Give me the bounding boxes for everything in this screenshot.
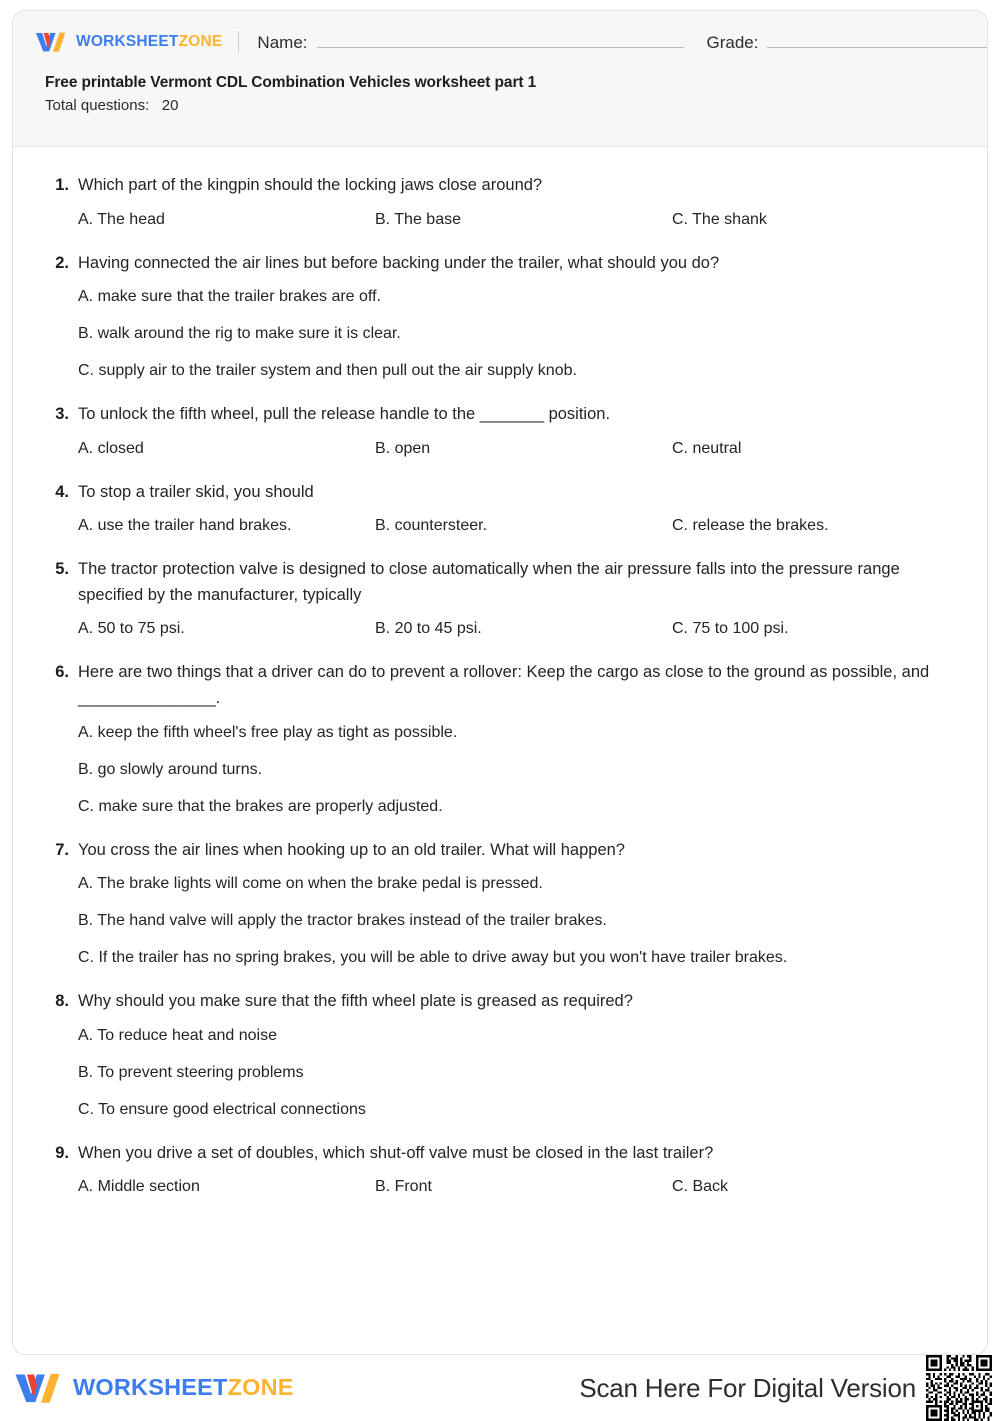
option-a[interactable]: A. The head bbox=[78, 210, 165, 228]
option-a[interactable]: A. To reduce heat and noise bbox=[78, 1026, 277, 1044]
option-b[interactable]: B. To prevent steering problems bbox=[78, 1063, 304, 1081]
question-options bbox=[43, 872, 957, 970]
question-number: 9. bbox=[55, 1143, 69, 1162]
option-b[interactable]: B. countersteer. bbox=[375, 517, 488, 535]
header-divider bbox=[238, 31, 239, 53]
logo-word-primary: WORKSHEET bbox=[73, 1374, 228, 1401]
worksheetzone-logo-icon bbox=[14, 1371, 62, 1405]
question-head bbox=[43, 251, 957, 277]
option-a[interactable]: A. The brake lights will come on when the brake pedal is pressed. bbox=[78, 875, 543, 893]
option-c[interactable]: C. To ensure good electrical connections bbox=[78, 1100, 366, 1118]
question-options bbox=[43, 721, 957, 819]
question-head bbox=[43, 1141, 957, 1167]
page-title: Free printable Vermont CDL Combination Vehicles worksheet part 1 bbox=[45, 74, 537, 91]
question-item bbox=[43, 402, 957, 461]
question-text: Which part of the kingpin should the locking jaws close around? bbox=[78, 176, 543, 194]
option-c[interactable]: C. Back bbox=[672, 1178, 729, 1196]
question-head bbox=[43, 173, 957, 199]
scan-here-label: Scan Here For Digital Version bbox=[579, 1372, 916, 1403]
qr-code-icon[interactable] bbox=[926, 1355, 992, 1421]
option-c[interactable]: C. make sure that the brakes are properly adjusted. bbox=[78, 797, 443, 815]
question-text: To unlock the fifth wheel, pull the release handle to the _______ position. bbox=[78, 405, 611, 424]
question-number: 3. bbox=[55, 405, 69, 424]
worksheet-header bbox=[13, 11, 987, 147]
header-identity-row bbox=[31, 11, 969, 73]
option-b[interactable]: B. open bbox=[375, 439, 431, 457]
question-head bbox=[43, 480, 957, 506]
name-field-group bbox=[257, 32, 683, 53]
option-b[interactable]: B. 20 to 45 psi. bbox=[375, 620, 482, 638]
option-a[interactable]: A. Middle section bbox=[78, 1178, 200, 1196]
worksheet-page bbox=[12, 10, 988, 1355]
question-item bbox=[43, 173, 957, 232]
name-label: Name: bbox=[257, 32, 308, 52]
question-number: 4. bbox=[55, 482, 69, 501]
question-head bbox=[43, 838, 957, 864]
option-c[interactable]: C. The shank bbox=[672, 210, 767, 228]
question-text: The tractor protection valve is designed to close automatically when the air pressure falls into the pressure range specified by the manufacturer, typically bbox=[78, 560, 900, 604]
question-item bbox=[43, 838, 957, 971]
question-number: 7. bbox=[55, 840, 69, 859]
header-meta bbox=[31, 71, 969, 118]
question-text: Here are two things that a driver can do to prevent a rollover: Keep the cargo as close to the ground as possible, and _______________. bbox=[78, 663, 930, 707]
question-text: You cross the air lines when hooking up to an old trailer. What will happen? bbox=[78, 840, 625, 859]
question-item bbox=[43, 480, 957, 539]
question-text: To stop a trailer skid, you should bbox=[78, 482, 314, 501]
question-number: 6. bbox=[55, 663, 69, 682]
question-item bbox=[43, 1141, 957, 1200]
question-head bbox=[43, 557, 957, 608]
question-text: When you drive a set of doubles, which shut-off valve must be closed in the last trailer? bbox=[78, 1143, 714, 1162]
option-a[interactable]: A. 50 to 75 psi. bbox=[78, 620, 185, 638]
grade-field-group bbox=[707, 32, 989, 53]
option-c[interactable]: C. If the trailer has no spring brakes, you will be able to drive away but you won't have trailer brakes. bbox=[78, 949, 788, 967]
question-text: Why should you make sure that the fifth wheel plate is greased as required? bbox=[78, 992, 633, 1011]
option-c[interactable]: C. release the brakes. bbox=[672, 517, 829, 535]
question-options bbox=[43, 208, 957, 232]
question-number: 8. bbox=[55, 992, 69, 1011]
question-options bbox=[43, 1024, 957, 1122]
questions-list bbox=[13, 147, 987, 1228]
question-options bbox=[43, 285, 957, 383]
question-item bbox=[43, 557, 957, 641]
question-head bbox=[43, 660, 957, 711]
question-item bbox=[43, 989, 957, 1122]
question-number: 5. bbox=[55, 560, 69, 579]
option-b[interactable]: B. go slowly around turns. bbox=[78, 760, 263, 778]
option-c[interactable]: C. 75 to 100 psi. bbox=[672, 620, 789, 638]
question-options bbox=[43, 437, 957, 461]
question-head bbox=[43, 402, 957, 428]
option-c[interactable]: C. neutral bbox=[672, 439, 742, 457]
option-a[interactable]: A. keep the fifth wheel's free play as tight as possible. bbox=[78, 723, 458, 741]
option-b[interactable]: B. The hand valve will apply the tractor brakes instead of the trailer brakes. bbox=[78, 912, 607, 930]
name-input[interactable] bbox=[317, 32, 684, 48]
question-item bbox=[43, 251, 957, 384]
question-number: 1. bbox=[55, 176, 69, 194]
question-options bbox=[43, 617, 957, 641]
option-b[interactable]: B. walk around the rig to make sure it is clear. bbox=[78, 325, 401, 343]
grade-input[interactable] bbox=[767, 32, 988, 48]
question-number: 2. bbox=[55, 253, 69, 272]
grade-label: Grade: bbox=[706, 32, 759, 52]
footer-logo-wordmark bbox=[73, 1376, 294, 1400]
logo-word-primary: WORKSHEET bbox=[76, 33, 179, 51]
question-options bbox=[43, 1175, 957, 1199]
question-text: Having connected the air lines but before backing under the trailer, what should you do? bbox=[78, 253, 720, 272]
logo-word-secondary: ZONE bbox=[178, 33, 223, 51]
option-b[interactable]: B. Front bbox=[375, 1178, 432, 1196]
question-head bbox=[43, 989, 957, 1015]
header-logo-wordmark bbox=[76, 34, 222, 50]
option-c[interactable]: C. supply air to the trailer system and then pull out the air supply knob. bbox=[78, 362, 577, 380]
option-b[interactable]: B. The base bbox=[375, 210, 461, 228]
option-a[interactable]: A. closed bbox=[78, 439, 144, 457]
logo-word-secondary: ZONE bbox=[227, 1374, 294, 1401]
worksheetzone-logo-icon bbox=[35, 31, 67, 53]
option-a[interactable]: A. use the trailer hand brakes. bbox=[78, 517, 292, 535]
footer-logo[interactable] bbox=[14, 1371, 294, 1405]
header-logo bbox=[35, 31, 222, 53]
option-a[interactable]: A. make sure that the trailer brakes are off. bbox=[78, 288, 381, 306]
worksheet-footer bbox=[0, 1362, 1000, 1414]
question-item bbox=[43, 660, 957, 818]
total-questions: Total questions: 20 bbox=[45, 97, 179, 115]
question-options bbox=[43, 514, 957, 538]
